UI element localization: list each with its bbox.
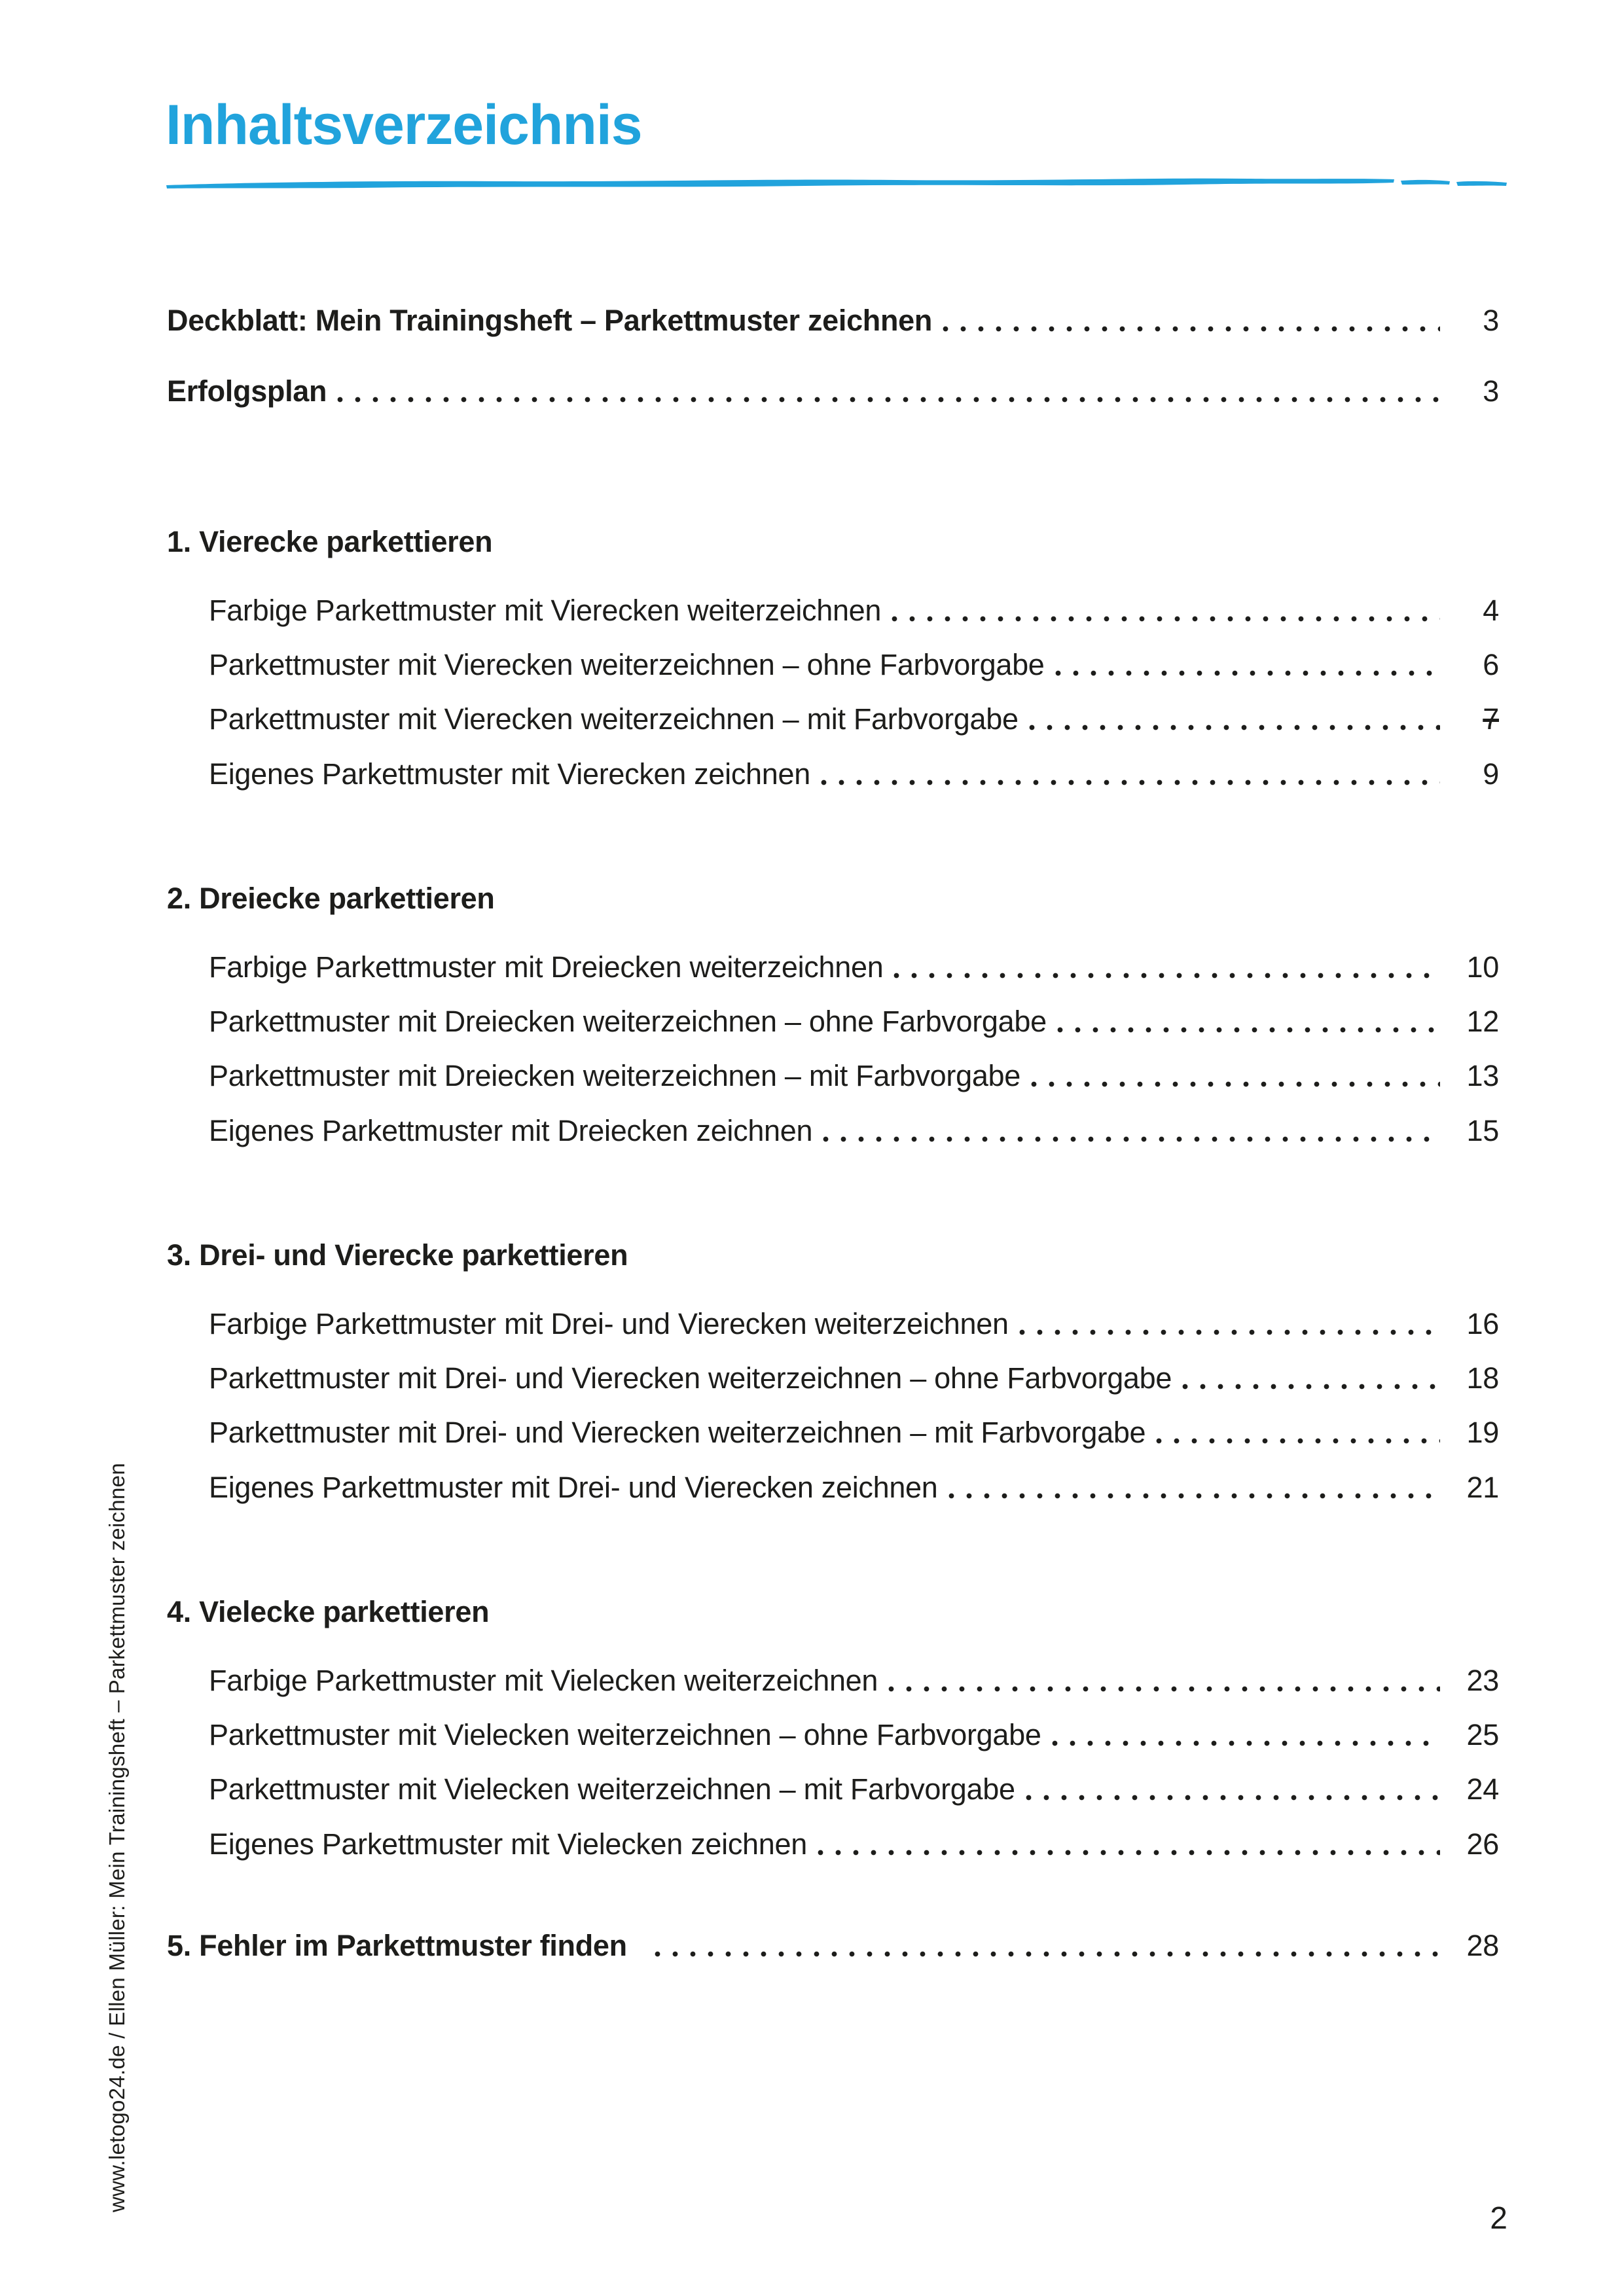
toc-entry-label: Farbige Parkettmuster mit Dreiecken weiterzeichnen <box>209 950 884 984</box>
toc-entry-page: 3 <box>1483 304 1499 337</box>
toc-entry <box>209 1662 1499 1699</box>
toc-entry-label: Eigenes Parkettmuster mit Vierecken zeichnen <box>209 757 810 791</box>
toc-entry-label: Parkettmuster mit Drei- und Vierecken weiterzeichnen – ohne Farbvorgabe <box>209 1361 1172 1395</box>
toc-entry-page: 15 <box>1466 1114 1499 1147</box>
toc-entry-page: 9 <box>1483 757 1499 791</box>
toc-entry-page: 23 <box>1466 1664 1499 1697</box>
toc-section-heading-label: 1. Vierecke parkettieren <box>167 525 493 558</box>
toc-entry-label: Eigenes Parkettmuster mit Drei- und Vierecken zeichnen <box>209 1471 938 1504</box>
toc-entry-page: 4 <box>1483 594 1499 627</box>
dot-leader <box>1031 1081 1440 1087</box>
toc-entry-label: Parkettmuster mit Vierecken weiterzeichnen – mit Farbvorgabe <box>209 702 1019 736</box>
dot-leader <box>1055 670 1440 676</box>
toc-entry-label: Farbige Parkettmuster mit Vierecken weiterzeichnen <box>209 594 882 627</box>
footer-page-number: 2 <box>1490 2201 1507 2236</box>
toc-entry-label: Eigenes Parkettmuster mit Dreiecken zeichnen <box>209 1114 813 1147</box>
toc-entry-label: Parkettmuster mit Drei- und Vierecken weiterzeichnen – mit Farbvorgabe <box>209 1416 1146 1449</box>
toc-entry-label: Parkettmuster mit Dreiecken weiterzeichnen – mit Farbvorgabe <box>209 1059 1021 1092</box>
toc-entry-label: Parkettmuster mit Vielecken weiterzeichnen – ohne Farbvorgabe <box>209 1718 1041 1751</box>
dot-leader <box>1156 1438 1440 1444</box>
toc-section-heading-label: 5. Fehler im Parkettmuster finden <box>167 1929 627 1962</box>
dot-leader <box>888 1686 1440 1692</box>
toc-entry <box>209 1717 1499 1753</box>
dot-leader <box>337 397 1440 403</box>
dot-leader <box>1019 1329 1440 1335</box>
toc-entry-page: 6 <box>1483 648 1499 681</box>
dot-leader <box>823 1136 1440 1142</box>
toc-entry <box>209 1826 1499 1863</box>
toc-entry <box>209 1360 1499 1397</box>
toc-entry <box>209 1113 1499 1149</box>
toc-entry-label: Farbige Parkettmuster mit Drei- und Vierecken weiterzeichnen <box>209 1307 1009 1340</box>
toc-entry <box>209 1003 1499 1040</box>
toc-entry <box>209 756 1499 793</box>
toc-entry-page: 25 <box>1466 1718 1499 1751</box>
dot-leader <box>818 1850 1440 1856</box>
toc-section-heading-label: 3. Drei- und Vierecke parkettieren <box>167 1238 628 1272</box>
toc-entry-label: Deckblatt: Mein Trainingsheft – Parkettmuster zeichnen <box>167 304 933 337</box>
table-of-contents <box>167 0 1499 2296</box>
dot-leader <box>655 1951 1440 1957</box>
toc-entry-label: Parkettmuster mit Vielecken weiterzeichnen – mit Farbvorgabe <box>209 1772 1015 1806</box>
toc-section-heading <box>167 1594 1499 1630</box>
dot-leader <box>1052 1740 1440 1746</box>
dot-leader <box>948 1493 1440 1499</box>
toc-entry-page: 26 <box>1466 1827 1499 1861</box>
toc-entry-page: 3 <box>1483 374 1499 408</box>
dot-leader <box>893 973 1440 978</box>
toc-entry-label: Eigenes Parkettmuster mit Vielecken zeichnen <box>209 1827 807 1861</box>
toc-entry <box>209 647 1499 683</box>
toc-entry <box>209 1058 1499 1094</box>
toc-entry-page: 13 <box>1466 1059 1499 1092</box>
toc-entry-page: 16 <box>1466 1307 1499 1340</box>
toc-entry-page: 10 <box>1466 950 1499 984</box>
dot-leader <box>1057 1027 1440 1033</box>
dot-leader <box>821 780 1440 785</box>
toc-section-heading <box>167 1237 1499 1274</box>
toc-section-heading-label: 4. Vielecke parkettieren <box>167 1595 490 1628</box>
toc-section-heading-label: 2. Dreiecke parkettieren <box>167 882 495 915</box>
page-title: Inhaltsverzeichnis <box>166 94 642 156</box>
dot-leader <box>1026 1795 1440 1801</box>
toc-entry-page: 28 <box>1466 1929 1499 1962</box>
toc-entry-label: Erfolgsplan <box>167 374 327 408</box>
sidebar-credit: www.letogo24.de / Ellen Müller: Mein Trainingsheft – Parkettmuster zeichnen <box>105 1462 129 2212</box>
toc-entry-page: 19 <box>1466 1416 1499 1449</box>
toc-section-heading <box>167 524 1499 560</box>
toc-entry-page: 18 <box>1466 1361 1499 1395</box>
toc-entry <box>209 1414 1499 1451</box>
toc-entry-label: Parkettmuster mit Dreiecken weiterzeichnen – ohne Farbvorgabe <box>209 1005 1047 1038</box>
dot-leader <box>943 326 1440 332</box>
toc-section-heading <box>167 1928 1499 1964</box>
toc-entry <box>209 1771 1499 1808</box>
toc-entry-page: 12 <box>1466 1005 1499 1038</box>
dot-leader <box>1182 1384 1440 1390</box>
toc-entry-page: 21 <box>1466 1471 1499 1504</box>
toc-entry <box>209 949 1499 986</box>
toc-entry-page: 7 <box>1483 702 1499 736</box>
toc-entry-label: Parkettmuster mit Vierecken weiterzeichnen – ohne Farbvorgabe <box>209 648 1045 681</box>
toc-entry-label: Farbige Parkettmuster mit Vielecken weiterzeichnen <box>209 1664 878 1697</box>
toc-entry <box>167 302 1499 339</box>
toc-entry <box>209 701 1499 738</box>
dot-leader <box>892 616 1440 622</box>
toc-section-heading <box>167 880 1499 917</box>
toc-entry <box>167 373 1499 410</box>
toc-entry-page: 24 <box>1466 1772 1499 1806</box>
toc-entry <box>209 1306 1499 1342</box>
toc-entry <box>209 592 1499 629</box>
dot-leader <box>1029 725 1440 730</box>
toc-entry <box>209 1469 1499 1506</box>
